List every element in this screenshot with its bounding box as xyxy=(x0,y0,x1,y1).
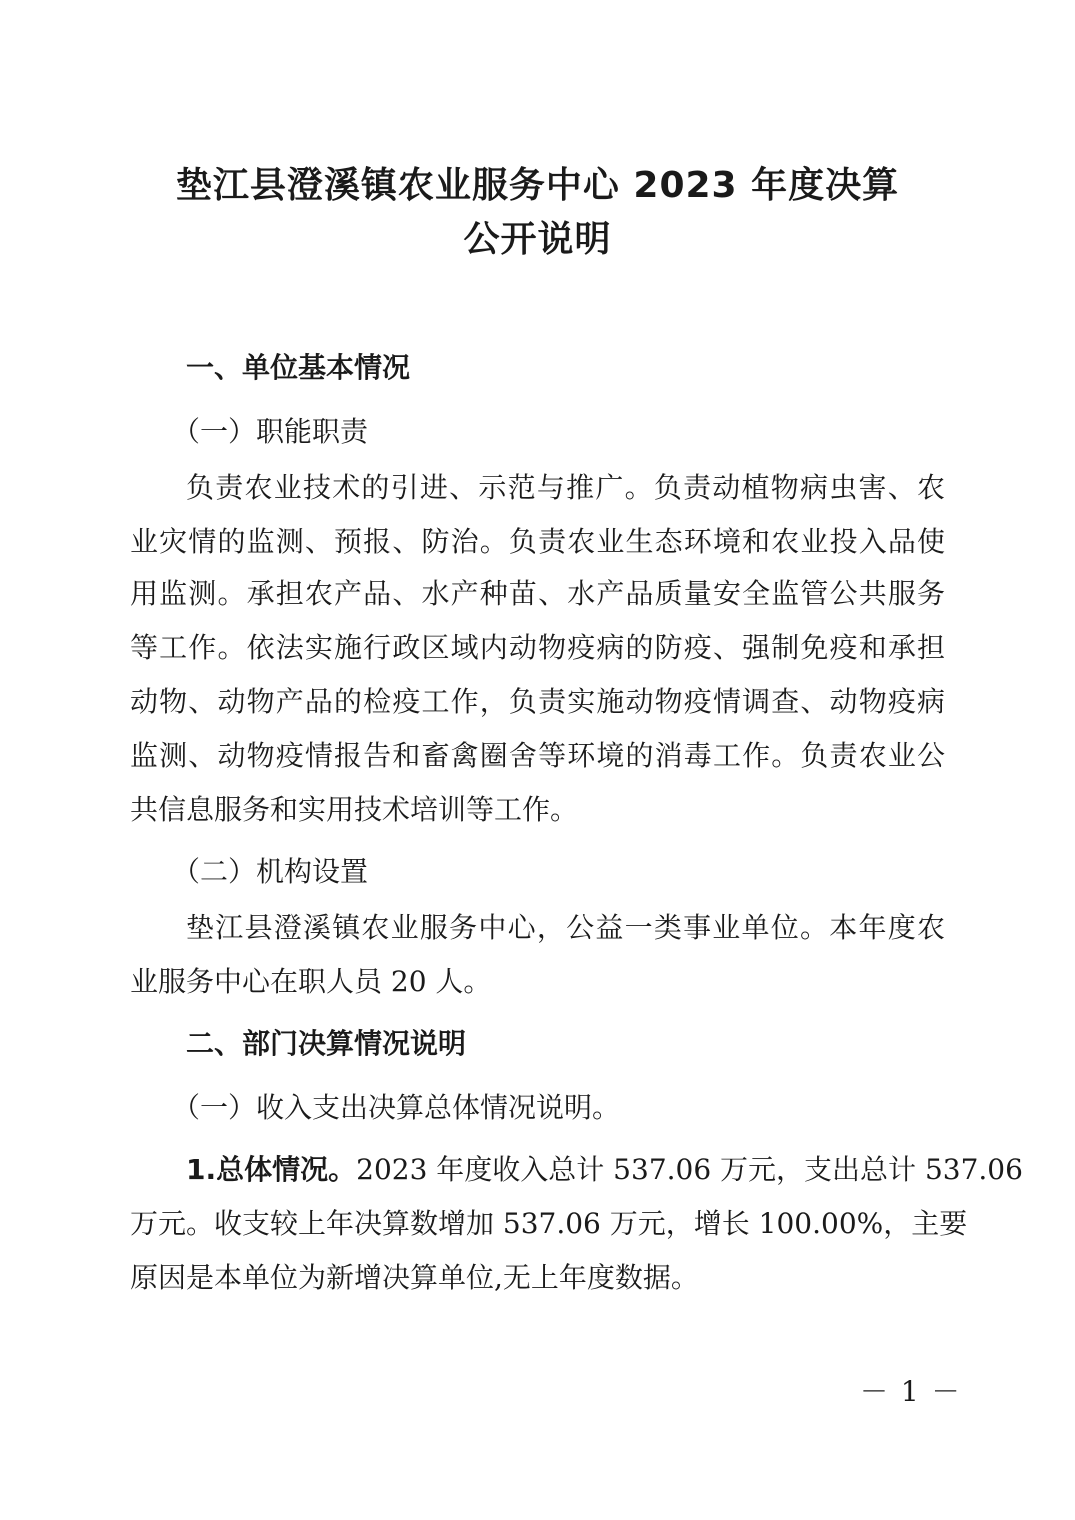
paragraph-line: 等工作。依法实施行政区域内动物疫病的防疫、强制免疫和承担 xyxy=(130,631,945,664)
paragraph-line: 业服务中心在职人员 20 人。 xyxy=(130,965,492,998)
paragraph-line: 动物、动物产品的检疫工作，负责实施动物疫情调查、动物疫病 xyxy=(130,685,945,718)
subsection-heading-duties: （一）职能职责 xyxy=(172,415,369,448)
paragraph-line: 业灾情的监测、预报、防治。负责农业生态环境和农业投入品使 xyxy=(130,525,945,558)
paragraph-line-overall xyxy=(186,1142,1023,1198)
subsection-heading-organization: （二）机构设置 xyxy=(172,855,369,888)
paragraph-line: 垫江县澄溪镇农业服务中心，公益一类事业单位。本年度农 xyxy=(186,911,945,944)
document-title-line-2: 公开说明 xyxy=(463,219,612,260)
overall-lead: 1.总体情况。 xyxy=(186,1153,357,1186)
overall-text: 2023 年度收入总计 537.06 万元，支出总计 537.06 xyxy=(356,1153,1023,1186)
section-heading-basic-info: 一、单位基本情况 xyxy=(186,351,411,384)
paragraph-line: 监测、动物疫情报告和畜禽圈舍等环境的消毒工作。负责农业公 xyxy=(130,739,945,772)
section-heading-final-accounts: 二、部门决算情况说明 xyxy=(186,1027,467,1060)
paragraph-line: 共信息服务和实用技术培训等工作。 xyxy=(130,793,579,826)
paragraph-line: 负责农业技术的引进、示范与推广。负责动植物病虫害、农 xyxy=(186,471,945,504)
document-title-line-1: 垫江县澄溪镇农业服务中心 2023 年度决算 xyxy=(175,165,900,206)
paragraph-line: 用监测。承担农产品、水产种苗、水产品质量安全监管公共服务 xyxy=(130,577,945,610)
subsection-heading-income-expense: （一）收入支出决算总体情况说明。 xyxy=(172,1091,621,1124)
page-number: － 1 － xyxy=(860,1375,962,1408)
paragraph-line: 万元。收支较上年决算数增加 537.06 万元，增长 100.00%，主要 xyxy=(130,1207,968,1240)
paragraph-line: 原因是本单位为新增决算单位,无上年度数据。 xyxy=(130,1261,699,1294)
